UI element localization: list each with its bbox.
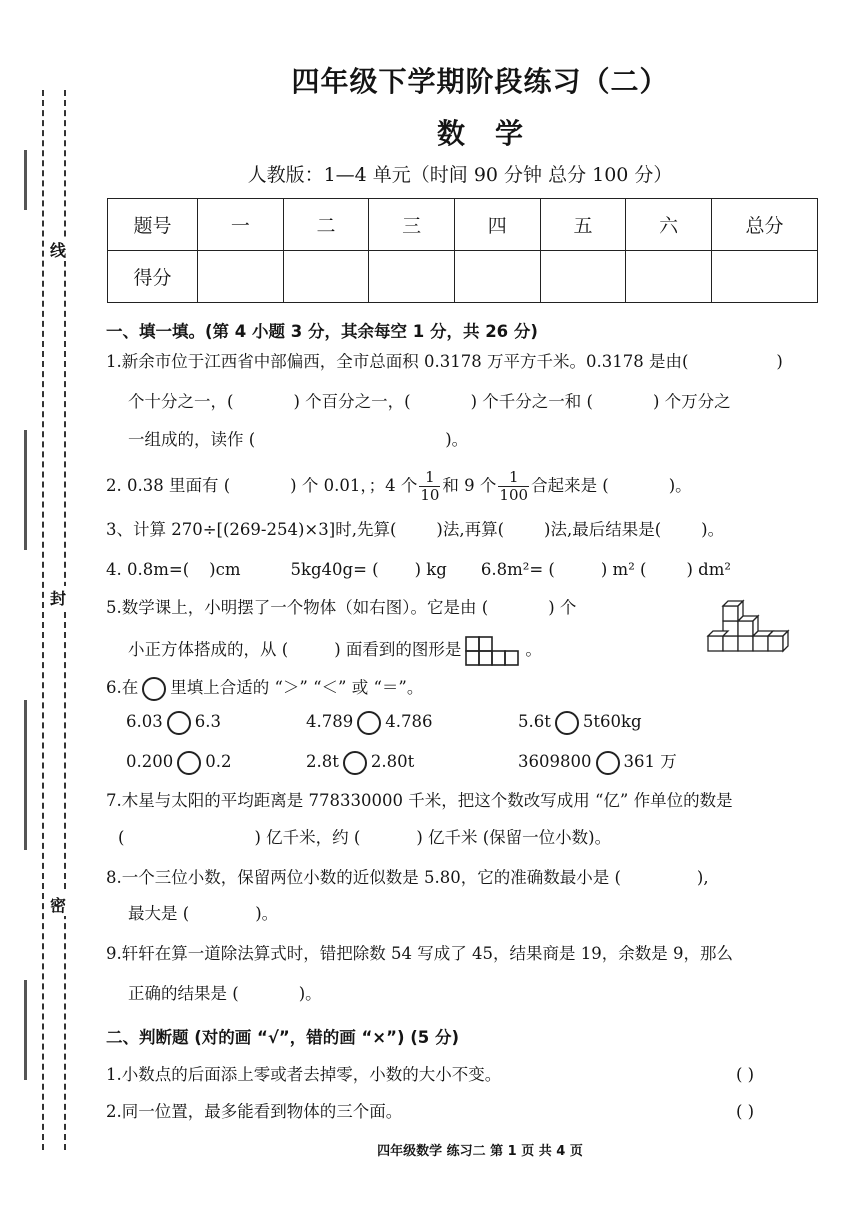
judge-item-2 [106,1100,402,1124]
q8-line-2 [128,902,278,926]
q5-text: ) 面看到的图形是 [334,640,462,659]
q1-line-1 [106,350,783,374]
score-entry-cell[interactable] [198,251,284,303]
score-entry-cell[interactable] [626,251,712,303]
subject-title: 数学 [436,117,553,150]
q1-text: 一组成的，读作 ( [128,430,256,449]
q1-text: )。 [445,430,469,449]
cube-stack-figure-icon [706,594,790,656]
comparison-circle-icon [142,677,166,701]
compare-left: 5.6t [518,712,551,731]
q3-text: )法,再算( [436,520,505,539]
q1-text: ) 个百分之一，( [293,392,411,411]
page-footer: 四年级数学 练习二 第 1 页 共 4 页 [377,1144,583,1159]
q4-text: ) dm² [686,560,731,579]
q5-text: 小正方体搭成的，从 ( [128,640,289,659]
judge-text: 2.同一位置，最多能看到物体的三个面。 [106,1102,403,1121]
compare-circle[interactable] [357,711,381,735]
q4-line [106,558,731,582]
q6-line [106,676,423,701]
score-row-label: 得分 [108,251,198,303]
binding-dashed-line-outer [42,90,44,1150]
q4-text: ) kg [414,560,447,579]
score-entry-cell[interactable] [712,251,818,303]
q4-text: )cm [209,560,241,579]
q8-text: 8.一个三位小数，保留两位小数的近似数是 5.80，它的准确数最小是 ( [106,868,621,887]
compare-circle[interactable] [555,711,579,735]
compare-left: 0.200 [126,752,174,771]
q3-text: )法,最后结果是( [544,520,662,539]
judge-item-1 [106,1063,501,1087]
q3-line [106,518,724,542]
q6-text: 里填上合适的 “＞” “＜” 或 “＝”。 [170,678,424,697]
q1-text: ) 个千分之一和 ( [470,392,593,411]
q1-text: 1.新余市位于江西省中部偏西，全市总面积 0.3178 万平方千米。0.3178 是由( [106,352,689,371]
q3-text: 3、计算 270÷[(269-254)×3]时,先算( [106,520,397,539]
q8-text: )。 [255,904,279,923]
fraction-one-hundredth [498,469,529,504]
judge-answer-box[interactable]: ( ) [736,1065,755,1084]
score-cell: 四 [454,199,540,251]
compare-circle[interactable] [343,751,367,775]
q1-text: 个十分之一，( [128,392,234,411]
compare-item [306,708,433,736]
q7-text: ) 亿千米 (保留一位小数)。 [416,828,612,847]
margin-label-line: 线 [48,238,68,261]
q2-text: 和 9 个 [442,476,497,495]
compare-right: 0.2 [205,752,232,771]
q3-text: )。 [701,520,725,539]
judge-text: 1.小数点的后面添上零或者去掉零，小数的大小不变。 [106,1065,502,1084]
q5-text: ) 个 [548,598,577,617]
edge-mark [24,150,27,210]
q5-text: 5.数学课上，小明摆了一个物体（如右图）。它是由 ( [106,598,489,617]
fraction-denominator: 100 [499,486,529,504]
q8-line-1 [106,866,709,890]
score-cell: 二 [283,199,369,251]
margin-label-secret: 密 [48,893,68,916]
q2-text: ) 个 0.01，；4 个 [290,476,418,495]
score-entry-cell[interactable] [540,251,626,303]
page-title: 四年级下学期阶段练习（二） [291,65,669,98]
score-cell: 五 [540,199,626,251]
q9-text: )。 [298,984,322,1003]
compare-left: 6.03 [126,712,163,731]
compare-item [126,748,232,776]
compare-right: 4.786 [385,712,433,731]
fraction-numerator: 1 [498,469,529,487]
score-cell: 题号 [108,199,198,251]
q1-text: ) 个万分之 [652,392,731,411]
q4-text: 4. 0.8m=( [106,560,190,579]
score-entry-cell[interactable] [369,251,455,303]
q5-line-1 [106,596,576,620]
compare-left: 4.789 [306,712,354,731]
compare-left: 2.8t [306,752,339,771]
q5-text: 。 [525,640,542,659]
q2-text: )。 [668,476,692,495]
compare-left: 3609800 [518,752,592,771]
compare-circle[interactable] [177,751,201,775]
q1-line-3 [128,428,468,452]
score-cell: 六 [626,199,712,251]
q5-line-2 [128,632,542,668]
q9-line-1 [106,942,733,966]
margin-label-seal: 封 [48,586,68,609]
score-table [107,198,818,303]
score-entry-cell[interactable] [283,251,369,303]
score-entry-cell[interactable] [454,251,540,303]
judge-answer-box[interactable]: ( ) [736,1102,755,1121]
edge-mark [24,700,27,850]
q4-text: 5kg40g= ( [290,560,379,579]
compare-item [306,748,414,776]
q7-text: ( [118,828,125,847]
q7-text: ) 亿千米，约 ( [254,828,361,847]
q7-text: 7.木星与太阳的平均距离是 778330000 千米，把这个数改写成用 “亿” 作单位的数是 [106,791,733,810]
q6-text: 6.在 [106,678,139,697]
compare-item [126,708,221,736]
q2-text: 2. 0.38 里面有 ( [106,476,231,495]
fraction-numerator: 1 [419,469,440,487]
fraction-one-tenth [419,469,440,504]
q9-text: 9.轩轩在算一道除法算式时，错把除数 54 写成了 45，结果商是 19，余数是 9，那么 [106,944,733,963]
score-table-score-row [108,251,818,303]
q1-text: ) [776,352,783,371]
q8-text: 最大是 ( [128,904,190,923]
q7-line-1 [106,789,733,813]
q7-line-2 [118,826,611,850]
q4-text: 6.8m²= ( [480,560,555,579]
score-cell: 三 [369,199,455,251]
compare-circle[interactable] [596,751,620,775]
fraction-denominator: 10 [420,486,440,504]
compare-right: 5t60kg [582,712,642,731]
q1-line-2 [128,390,731,414]
section-2-heading: 二、判断题 (对的画 “√”，错的画 “×”) (5 分) [106,1028,460,1047]
compare-right: 6.3 [194,712,221,731]
view-shape-grid-icon [465,636,521,666]
edge-mark [24,430,27,550]
q9-line-2 [128,982,322,1006]
compare-circle[interactable] [167,711,191,735]
edition-info: 人教版：1—4 单元（时间 90 分钟 总分 100 分） [247,164,673,186]
compare-right: 2.80t [370,752,415,771]
score-table-header-row [108,199,818,251]
q8-text: ), [696,868,709,887]
q2-line [106,464,692,508]
compare-item [518,748,677,776]
compare-right: 361 万 [623,752,677,771]
score-cell: 一 [198,199,284,251]
compare-item [518,708,642,736]
q9-text: 正确的结果是 ( [128,984,239,1003]
q4-text: ) m² ( [600,560,647,579]
score-cell: 总分 [712,199,818,251]
edge-mark [24,980,27,1080]
q2-text: 合起来是 ( [531,476,609,495]
section-1-heading: 一、填一填。(第 4 小题 3 分，其余每空 1 分，共 26 分) [106,322,538,341]
